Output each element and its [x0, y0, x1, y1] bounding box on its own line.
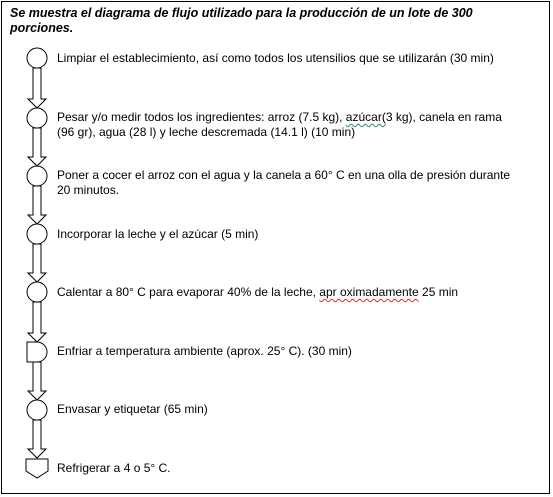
step-text-part: azúcar( — [345, 110, 386, 124]
flow-arrow — [28, 68, 46, 108]
operation-circle — [27, 108, 47, 128]
flow-arrow — [28, 244, 46, 282]
step-text-part: 3 kg), canela en rama (96 gr), agua (28 l) y leche descremada (14.1 l) (10 min) — [57, 110, 502, 139]
step-6-text — [57, 344, 517, 359]
step-3-text — [57, 168, 517, 198]
operation-circle — [27, 224, 47, 244]
step-text-part: Enfriar a temperatura ambiente (aprox. 25° C). (30 min) — [57, 344, 352, 358]
operation-circle — [27, 48, 47, 68]
flow-arrow — [28, 420, 46, 458]
operation-circle — [27, 400, 47, 420]
step-8-text — [57, 461, 517, 476]
step-text-part: Calentar a 80° C para evaporar 40% de la leche, — [57, 285, 320, 299]
operation-circle — [27, 166, 47, 186]
step-text-part: 25 min — [418, 285, 459, 299]
flow-arrow — [28, 186, 46, 224]
step-4-text — [57, 227, 517, 242]
step-7-text — [57, 402, 517, 417]
flow-arrow — [28, 302, 46, 342]
flow-arrow — [28, 128, 46, 166]
step-text-part: Pesar y/o medir todos los ingredientes: arroz (7.5 kg), — [57, 110, 346, 124]
step-text-part: apr oximadamente — [319, 285, 419, 299]
delay-symbol — [27, 342, 47, 362]
step-text-part: Poner a cocer el arroz con el agua y la canela a 60° C en una olla de presión durante 20 minutos. — [57, 168, 511, 197]
step-text-part: Envasar y etiquetar (65 min) — [57, 402, 208, 416]
step-text-part: Incorporar la leche y el azúcar (5 min) — [57, 227, 259, 241]
step-text-part: Refrigerar a 4 o 5° C. — [57, 461, 171, 475]
flow-arrow — [28, 362, 46, 400]
step-1-text — [57, 51, 537, 66]
step-5-text — [57, 285, 517, 300]
step-2-text — [57, 110, 517, 140]
storage-symbol — [26, 459, 48, 478]
diagram-title: Se muestra el diagrama de flujo utilizado para la producción de un lote de 300 porciones. — [10, 6, 473, 35]
operation-circle — [27, 282, 47, 302]
step-text-part: Limpiar el establecimiento, así como todos los utensilios que se utilizarán (30 min) — [57, 51, 494, 65]
